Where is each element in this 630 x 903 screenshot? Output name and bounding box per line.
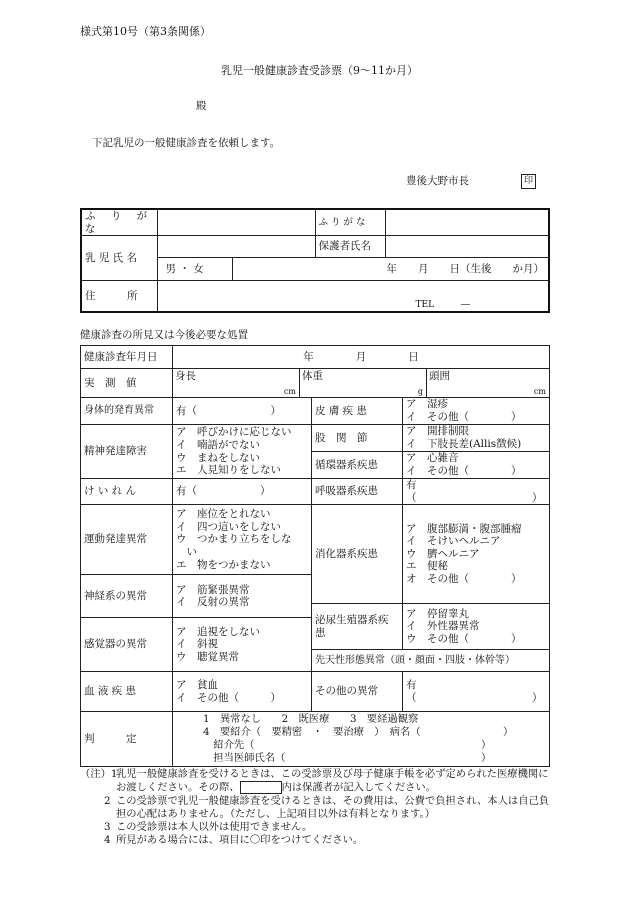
sense-label: 感覚器の異常 xyxy=(81,618,173,672)
address-label: 住 所 xyxy=(81,281,157,312)
furigana-field[interactable] xyxy=(157,209,315,236)
address-field[interactable] xyxy=(157,281,549,312)
sex-choice[interactable]: 男 ・ 女 xyxy=(158,258,233,280)
congen-label[interactable]: 先天性形態異常（頭・顔面・四肢・体幹等） xyxy=(312,650,550,672)
furigana2-field[interactable] xyxy=(385,209,549,236)
measure-label: 実 測 値 xyxy=(81,369,173,398)
growth-value[interactable]: 有（ ） xyxy=(173,398,312,425)
skin-options[interactable]: ア 湿疹 イ その他（ ） xyxy=(403,398,550,425)
neuro-options[interactable]: ア 筋緊張異常 イ 反射の異常 xyxy=(173,575,312,618)
conv-label: け い れ ん xyxy=(81,479,173,505)
uro-options[interactable]: ア 停留睾丸 イ 外性器異常 ウ その他（ ） xyxy=(403,604,550,650)
hip-label: 股 関 節 xyxy=(312,425,403,452)
infant-info-table xyxy=(80,208,550,313)
form-number: 様式第10号（第3条関係） xyxy=(80,25,211,38)
notes xyxy=(80,768,552,847)
judge-label: 判 定 xyxy=(81,712,173,767)
other-value[interactable]: 有（ ） xyxy=(403,672,550,712)
conv-value[interactable]: 有（ ） xyxy=(173,479,312,505)
furigana-label: ふ り が な xyxy=(81,209,157,236)
growth-label: 身体的発育異常 xyxy=(81,398,173,425)
uro-label: 泌尿生殖器系疾 患 xyxy=(312,604,403,650)
circ-label: 循環器系疾患 xyxy=(312,452,403,479)
note-2: 2 この受診票で乳児一般健康診査を受けるときは、その費用は、公費で負担され、本人は自己負担の心配はありません。（ただし、上記項目以外は有料となります。） xyxy=(104,794,550,820)
motor-options[interactable]: ア 座位をとれない イ 四つ這いをしない ウ つかまり立ちをしな い エ 物をつかまない xyxy=(173,505,312,575)
issuer: 豊後大野市長 xyxy=(406,175,469,187)
sense-options[interactable]: ア 追視をしない イ 斜視 ウ 聴覚異常 xyxy=(173,618,312,672)
guardian-entry-box-sample xyxy=(240,781,282,794)
hip-options[interactable]: ア 開排制限 イ 下肢長差(Allis徴候) xyxy=(403,425,550,452)
seal-mark: 印 xyxy=(521,174,536,189)
guardian-name-field[interactable] xyxy=(385,236,549,258)
weight-field[interactable]: 体重 g xyxy=(300,369,427,397)
skin-label: 皮 膚 疾 患 xyxy=(312,398,403,425)
note-1: （注）1 乳児一般健康診査を受けるときは、この受診票及び母子健康手帳を必ず定められた医療機関にお渡しください。その際、 内は保護者が記入してください。 xyxy=(80,768,549,794)
note-3: 3 この受診票は本人以外は使用できません。 xyxy=(104,820,313,833)
page-title: 乳児一般健康診査受診票（9～11か月） xyxy=(221,64,418,77)
addressee: 殿 xyxy=(196,100,207,112)
furigana2-label: ふ り が な xyxy=(315,209,385,236)
guardian-name-label: 保護者氏名 xyxy=(315,236,385,258)
resp-label: 呼吸器系疾患 xyxy=(312,479,403,505)
infant-name-label: 乳 児 氏 名 xyxy=(81,236,157,281)
blood-label: 血 液 疾 患 xyxy=(81,672,173,712)
infant-name-field[interactable] xyxy=(157,236,315,258)
tel-label: TEL ― xyxy=(415,299,471,310)
digest-label: 消化器系疾患 xyxy=(312,505,403,604)
digest-options[interactable]: ア 腹部膨満・腹部腫瘤 イ そけいヘルニア ウ 臍ヘルニア エ 便秘 オ その他（ ） xyxy=(403,505,550,604)
circ-options[interactable]: ア 心雑音 イ その他（ ） xyxy=(403,452,550,479)
birth-date[interactable]: 年 月 日（生後 か月） xyxy=(386,262,544,275)
neuro-label: 神経系の異常 xyxy=(81,575,173,618)
exam-date-field[interactable]: 年 月 日 xyxy=(173,346,550,369)
head-field[interactable]: 頭囲 cm xyxy=(429,370,546,396)
mental-options[interactable]: ア 呼びかけに応じない イ 喃語がでない ウ まねをしない エ 人見知りをしない xyxy=(173,425,312,479)
note-4: 4 所見がある場合には、項目に〇印をつけてください。 xyxy=(104,833,364,846)
section-heading: 健康診査の所見又は今後必要な処置 xyxy=(80,329,248,341)
motor-label: 運動発達異常 xyxy=(81,505,173,575)
exam-table xyxy=(80,345,550,767)
height-field[interactable]: 身長 cm xyxy=(173,369,300,397)
judge-options[interactable]: 1 異常なし 2 既医療 3 要経過観察 4 要紹介（ 要精密 ・ 要治療 ） 病名（ ） 紹介先（ ） 担当医師氏名（ ） xyxy=(173,712,550,767)
mental-label: 精神発達障害 xyxy=(81,425,173,479)
sex-birth-row xyxy=(157,258,549,281)
exam-date-label: 健康診査年月日 xyxy=(81,346,173,369)
resp-value[interactable]: 有（ ） xyxy=(403,479,550,505)
request-text: 下記乳児の一般健康診査を依頼します。 xyxy=(92,137,281,149)
blood-options[interactable]: ア 貧血 イ その他（ ） xyxy=(173,672,312,712)
other-label: その他の異常 xyxy=(312,672,403,712)
